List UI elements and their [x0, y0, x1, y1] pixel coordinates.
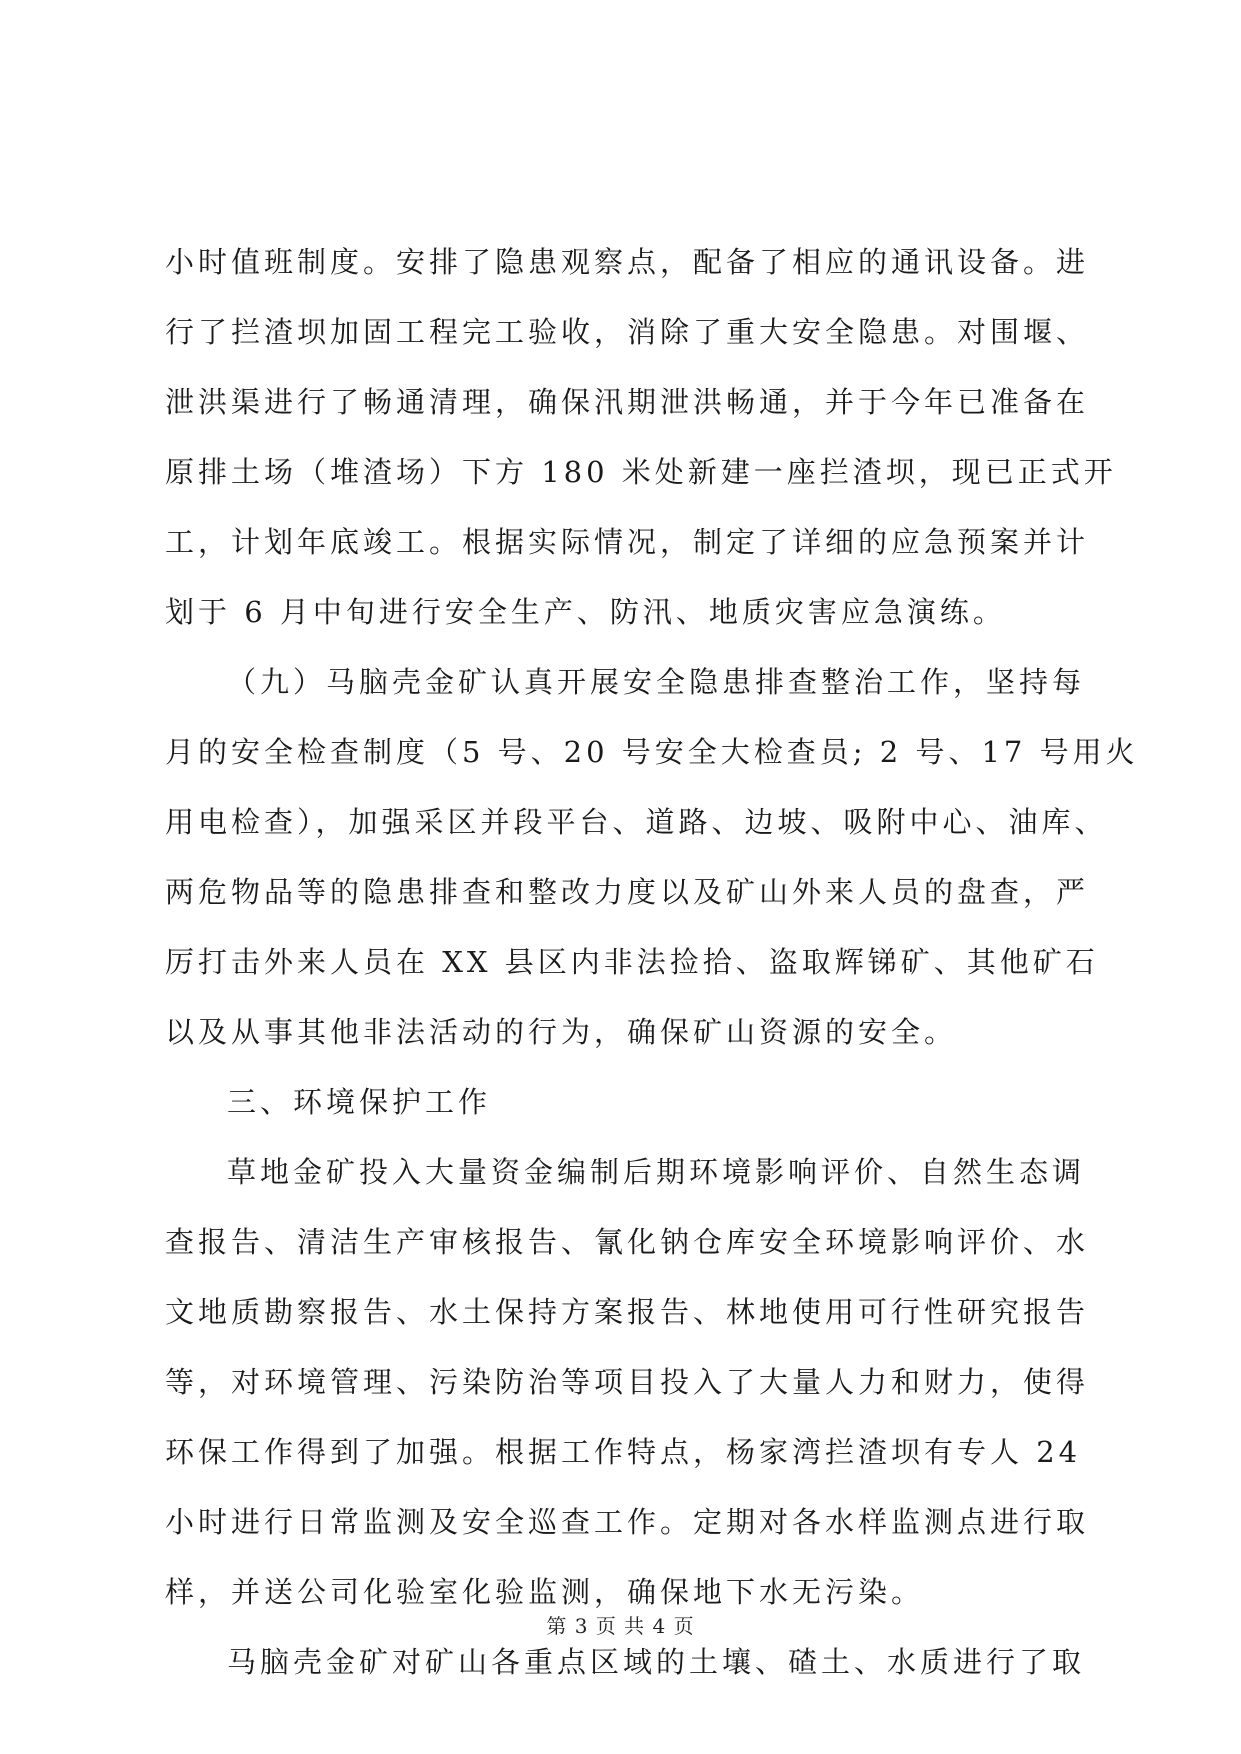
- text-line: 原排土场（堆渣场）下方 180 米处新建一座拦渣坝，现已正式开: [165, 455, 1117, 489]
- document-body: [165, 227, 1139, 1697]
- text-line: 文地质勘察报告、水土保持方案报告、林地使用可行性研究报告: [165, 1295, 1090, 1329]
- text-line: 用电检查），加强采区并段平台、道路、边坡、吸附中心、油库、: [165, 805, 1108, 839]
- text-line: 厉打击外来人员在 XX 县区内非法捡拾、盗取辉锑矿、其他矿石: [165, 945, 1099, 979]
- text-line: （九）马脑壳金矿认真开展安全隐患排查整治工作，坚持每: [227, 665, 1086, 699]
- text-line: 草地金矿投入大量资金编制后期环境影响评价、自然生态调: [227, 1155, 1086, 1189]
- text-line: 样，并送公司化验室化验监测，确保地下水无污染。: [165, 1575, 925, 1609]
- text-line: 查报告、清洁生产审核报告、氰化钠仓库安全环境影响评价、水: [165, 1225, 1090, 1259]
- text-line: 两危物品等的隐患排查和整改力度以及矿山外来人员的盘查，严: [165, 875, 1090, 909]
- text-line: 划于 6 月中旬进行安全生产、防汛、地质灾害应急演练。: [165, 595, 1006, 629]
- text-line: 泄洪渠进行了畅通清理，确保汛期泄洪畅通，并于今年已准备在: [165, 385, 1090, 419]
- text-line: 小时进行日常监测及安全巡查工作。定期对各水样监测点进行取: [165, 1505, 1090, 1539]
- page-footer: 第 3 页 共 4 页: [546, 1614, 695, 1638]
- text-line: 小时值班制度。安排了隐患观察点，配备了相应的通讯设备。进: [165, 245, 1090, 279]
- text-line: 马脑壳金矿对矿山各重点区域的土壤、碴土、水质进行了取: [227, 1645, 1086, 1679]
- text-line: 等，对环境管理、污染防治等项目投入了大量人力和财力，使得: [165, 1365, 1090, 1399]
- text-line: 三、环境保护工作: [227, 1085, 492, 1119]
- text-line: 工，计划年底竣工。根据实际情况，制定了详细的应急预案并计: [165, 525, 1090, 559]
- text-line: 以及从事其他非法活动的行为，确保矿山资源的安全。: [165, 1015, 958, 1049]
- text-line: 环保工作得到了加强。根据工作特点，杨家湾拦渣坝有专人 24: [165, 1435, 1082, 1469]
- text-line: 月的安全检查制度（5 号、20 号安全大检查员; 2 号、17 号用火: [165, 735, 1139, 769]
- text-line: 行了拦渣坝加固工程完工验收，消除了重大安全隐患。对围堰、: [165, 315, 1090, 349]
